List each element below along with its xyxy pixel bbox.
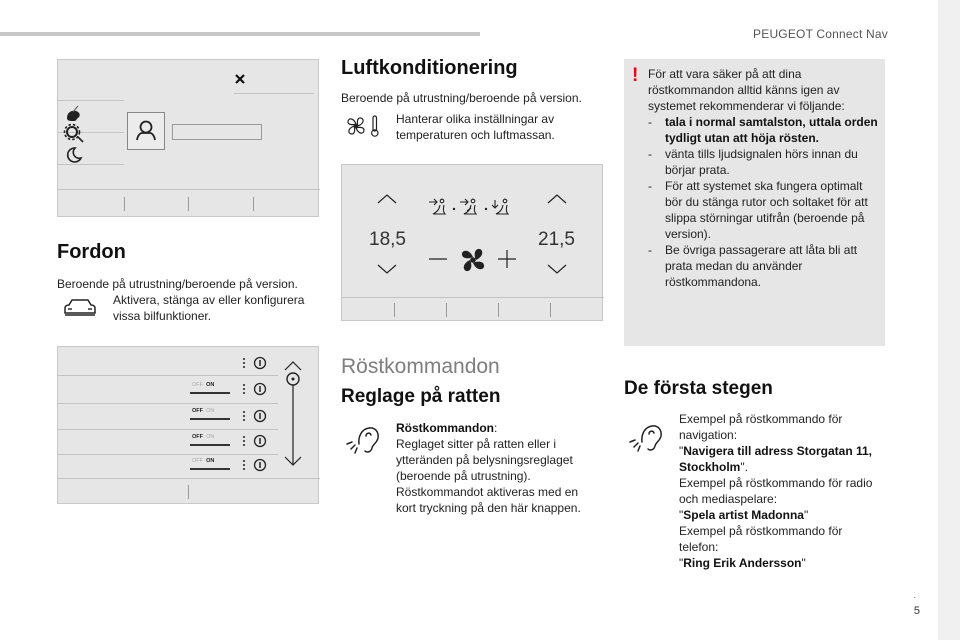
voice-command-icon bbox=[345, 422, 381, 456]
temp-left-up-icon[interactable] bbox=[376, 193, 398, 205]
climate-description: Hanterar olika inställningar av temperaturen och luftmassan. bbox=[396, 112, 555, 142]
vehicle-subtitle: Beroende på utrustning/beroende på version. bbox=[57, 277, 298, 291]
toggle-switch-3[interactable] bbox=[192, 434, 214, 440]
voice-command-label: Röstkommandon bbox=[396, 421, 495, 435]
dash: - bbox=[648, 115, 652, 129]
fan-speed-plus-icon[interactable] bbox=[497, 249, 517, 269]
climate-title: Luftkonditionering bbox=[341, 57, 518, 79]
climate-subtitle: Beroende på utrustning/beroende på version. bbox=[341, 91, 582, 105]
voice-command-activation: Röstkommandot aktiveras med en kort tryckning på den här knappen. bbox=[396, 485, 581, 515]
toggle-off-label: OFF bbox=[192, 408, 203, 414]
voice-command-icon-2 bbox=[628, 420, 664, 454]
toggle-off-label: OFF bbox=[192, 458, 203, 464]
warning-item-text: tala i normal samtalston, uttala orden tydligt utan att höja rösten. bbox=[665, 115, 878, 145]
user-profile-button[interactable] bbox=[127, 112, 165, 150]
toggle-on-label: ON bbox=[206, 458, 215, 464]
profile-name-field[interactable] bbox=[172, 124, 262, 140]
fan-speed-minus-icon[interactable] bbox=[428, 257, 448, 261]
climate-screen bbox=[341, 164, 603, 321]
toggle-switch-2[interactable] bbox=[192, 408, 214, 414]
dash: - bbox=[648, 147, 652, 161]
close-icon bbox=[234, 73, 246, 85]
first-steps-title: De första stegen bbox=[624, 378, 773, 399]
car-icon bbox=[62, 297, 98, 321]
phone-example-intro: Exempel på röstkommando för telefon: bbox=[679, 524, 843, 554]
warning-item-text: vänta tills ljudsignalen hörs innan du börjar prata. bbox=[665, 147, 858, 177]
quote-mark: " bbox=[679, 508, 684, 522]
night-mode-icon bbox=[65, 146, 83, 164]
vehicle-functions-screen bbox=[57, 346, 319, 504]
voice-command-text: Röstkommandon: Reglaget sitter på ratten eller i ytteränden på belysningsreglaget (beroende på utrustning). Röstkommandot aktiveras med en kort tryckning på den här knappen. bbox=[396, 421, 581, 515]
warning-item bbox=[648, 178, 878, 242]
row-1-info-icon bbox=[242, 356, 268, 370]
warning-item bbox=[648, 242, 878, 290]
nav-example-intro: Exempel på röstkommando för navigation: bbox=[679, 412, 843, 442]
vehicle-screen bbox=[57, 59, 319, 217]
toggle-off-label: OFF bbox=[192, 382, 203, 388]
first-steps-examples bbox=[679, 411, 884, 571]
user-icon bbox=[128, 113, 164, 149]
phone-example-command: Ring Erik Andersson bbox=[683, 556, 802, 570]
page-edge-strip bbox=[938, 0, 960, 640]
row-3-info-icon bbox=[242, 409, 268, 423]
toggle-on-label: ON bbox=[206, 382, 215, 388]
nav-example-command: Navigera till adress Storgatan 11, Stockholm bbox=[679, 444, 873, 474]
air-distribution-icon[interactable] bbox=[427, 196, 523, 218]
temp-right-down-icon[interactable] bbox=[546, 263, 568, 275]
warning-item bbox=[648, 114, 878, 146]
settings-cog-icon bbox=[63, 123, 85, 143]
scroll-bar-icon[interactable] bbox=[282, 359, 304, 469]
radio-example-command: Spela artist Madonna bbox=[683, 508, 804, 522]
radio-example-intro: Exempel på röstkommando för radio och mediaspelare: bbox=[679, 476, 873, 506]
toggle-on-label: ON bbox=[206, 408, 215, 414]
header-rule bbox=[0, 32, 480, 36]
toggle-switch-4[interactable] bbox=[192, 458, 214, 464]
dash: - bbox=[648, 243, 652, 257]
quote-mark: " bbox=[801, 556, 806, 570]
palette-icon bbox=[64, 105, 84, 125]
warning-list bbox=[648, 114, 878, 290]
warning-intro: För att vara säker på att dina röstkommandon alltid känns igen av systemet rekommenderar vi följande: bbox=[648, 67, 845, 113]
row-5-info-icon bbox=[242, 458, 268, 472]
quote-mark: " bbox=[679, 444, 684, 458]
vehicle-title: Fordon bbox=[57, 241, 126, 263]
manual-title: PEUGEOT Connect Nav bbox=[753, 27, 888, 41]
vehicle-description: Aktivera, stänga av eller konfigurera vissa bilfunktioner. bbox=[113, 293, 305, 323]
row-2-info-icon bbox=[242, 382, 268, 396]
fan-icon bbox=[457, 244, 489, 276]
page-number: 5 bbox=[913, 605, 920, 617]
warning-item-text: För att systemet ska fungera optimalt bör du stänga rutor och soltaket för att slippa störningar utifrån (beroende på version). bbox=[665, 179, 868, 241]
temp-right-up-icon[interactable] bbox=[546, 193, 568, 205]
toggle-on-label: ON bbox=[206, 434, 215, 440]
warning-item-text: Be övriga passagerare att låta bli att prata medan du använder röstkommandona. bbox=[665, 243, 858, 289]
row-4-info-icon bbox=[242, 434, 268, 448]
left-temperature: 18,5 bbox=[369, 229, 406, 250]
toggle-off-label: OFF bbox=[192, 434, 203, 440]
quote-mark: " bbox=[803, 508, 809, 522]
warning-body bbox=[648, 66, 878, 290]
warning-item bbox=[648, 146, 878, 178]
voice-section-title: Röstkommandon bbox=[341, 355, 500, 378]
steering-wheel-controls-title: Reglage på ratten bbox=[341, 386, 501, 407]
warning-icon: ! bbox=[632, 65, 639, 86]
quote-mark: " bbox=[679, 556, 684, 570]
temp-left-down-icon[interactable] bbox=[376, 263, 398, 275]
period: . bbox=[744, 460, 748, 474]
warning-note bbox=[624, 59, 885, 346]
quote-mark: " bbox=[740, 460, 745, 474]
toggle-switch-1[interactable] bbox=[192, 382, 214, 388]
right-temperature: 21,5 bbox=[538, 229, 575, 250]
page-dot: . bbox=[913, 590, 916, 600]
voice-command-location: Reglaget sitter på ratten eller i ytteränden på belysningsreglaget (beroende på utrustning). bbox=[396, 437, 573, 483]
fan-temperature-icon bbox=[345, 112, 381, 140]
dash: - bbox=[648, 179, 652, 193]
